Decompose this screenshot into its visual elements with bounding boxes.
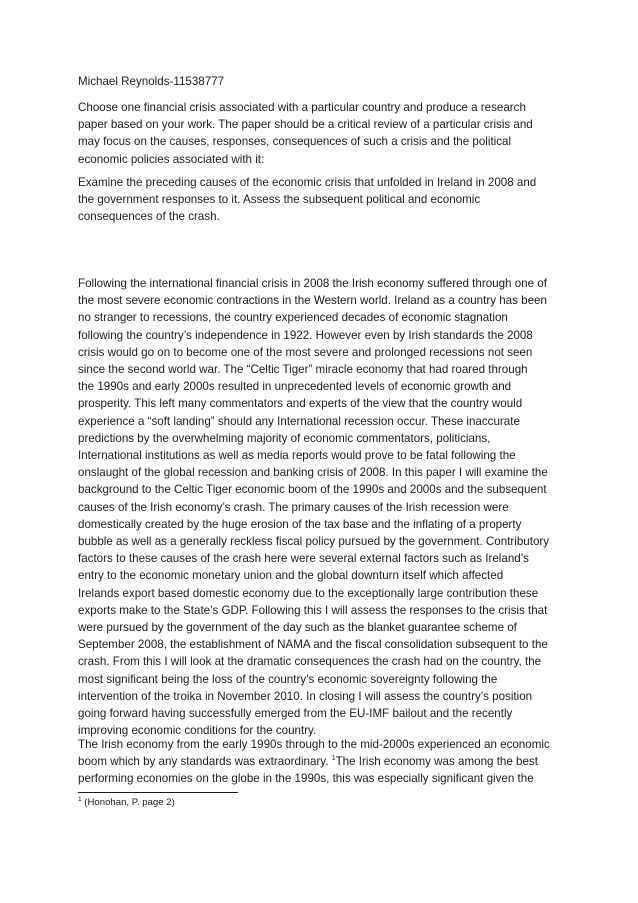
paragraph-line: experience a “soft landing” should any International recession occur. These inaccurate (78, 414, 520, 428)
paragraph-line: performing economies on the globe in the 1990s, this was especially significant given the (78, 772, 534, 786)
paragraph-line: entry to the economic monetary union and the global downturn itself which affected (78, 569, 504, 583)
paragraph-line: predictions by the overwhelming majority of economic commentators, politicians, (78, 431, 491, 445)
footnote-separator (78, 792, 238, 793)
prompt-line: may focus on the causes, responses, consequences of such a crisis and the political (78, 135, 512, 149)
paragraph-line: Irelands export based domestic economy due to the exceptionally large contribution these (78, 586, 539, 600)
author-line: Michael Reynolds-11538777 (78, 75, 225, 88)
prompt-line: economic policies associated with it: (78, 152, 265, 166)
intro-paragraph (78, 275, 564, 739)
paragraph-line: factors to these causes of the crash here were several external factors such as Ireland’s (78, 552, 529, 566)
paragraph-line: most significant being the loss of the country’s economic sovereignty following the (78, 672, 498, 686)
assignment-prompt (78, 99, 564, 168)
paragraph-line: intervention of the troika in November 2010. In closing I will assess the country’s position (78, 689, 533, 703)
paragraph-line: were pursued by the government of the day such as the blanket guarantee scheme of (78, 621, 517, 635)
paragraph-line: domestically created by the huge erosion of the tax base and the inflating of a property (78, 517, 522, 531)
paragraph-line: onslaught of the global recession and banking crisis of 2008. In this paper I will examine the (78, 466, 548, 480)
footnote-text: (Honohan, P. page 2) (81, 797, 175, 808)
paragraph-line: September 2008, the establishment of NAMA and the fiscal consolidation subsequent to the (78, 638, 548, 652)
footnote (78, 796, 175, 810)
paragraph-line: following the country’s independence in 1922. However even by Irish standards the 2008 (78, 328, 533, 342)
prompt-line: paper based on your work. The paper should be a critical review of a particular crisis and (78, 118, 533, 132)
paragraph-line: exports make to the State’s GDP. Following this I will assess the responses to the crisis that (78, 603, 548, 617)
paragraph-line: boom which by any standards was extraordinary. $^1$The Irish economy was among the best (78, 755, 538, 769)
footnote-reference: 1 (331, 755, 336, 763)
paragraph-line: International institutions as well as media reports would prove to be fatal following the (78, 449, 516, 463)
paragraph-line: since the second world war. The “Celtic Tiger” miracle economy that had roared through (78, 363, 528, 377)
paragraph-line: background to the Celtic Tiger economic boom of the 1990s and 2000s and the subsequent (78, 483, 547, 497)
body-paragraph-2 (78, 736, 564, 788)
paragraph-line: improving economic conditions for the country. (78, 724, 317, 738)
prompt-line: Choose one financial crisis associated with a particular country and produce a research (78, 101, 526, 114)
paragraph-line: prosperity. This left many commentators and experts of the view that the country would (78, 397, 523, 411)
essay-question (78, 174, 564, 226)
paragraph-line: going forward having successfully emerged from the EU-IMF bailout and the recently (78, 707, 513, 721)
paragraph-line: crash. From this I will look at the dramatic consequences the crash had on the country, the (78, 655, 542, 669)
paragraph-line: no stranger to recessions, the country experienced decades of economic stagnation (78, 311, 508, 325)
paragraph-line: the 1990s and early 2000s resulted in unprecedented levels of economic growth and (78, 380, 512, 394)
paragraph-line: Following the international financial crisis in 2008 the Irish economy suffered through one of (78, 277, 547, 290)
paragraph-line: bubble as well as a generally reckless fiscal policy pursued by the government. Contributory (78, 535, 550, 549)
footnote-marker: 1 (78, 795, 82, 803)
paragraph-line: crisis would go on to become one of the most severe and prolonged recessions not seen (78, 345, 533, 359)
question-line: consequences of the crash. (78, 210, 220, 224)
paragraph-line: The Irish economy from the early 1990s through to the mid-2000s experienced an economic (78, 738, 550, 751)
paragraph-line: causes of the Irish economy’s crash. The primary causes of the Irish recession were (78, 500, 509, 514)
paragraph-line: the most severe economic contractions in the Western world. Ireland as a country has been (78, 294, 547, 308)
question-line: Examine the preceding causes of the economic crisis that unfolded in Ireland in 2008 and (78, 176, 537, 189)
question-line: the government responses to it. Assess the subsequent political and economic (78, 193, 481, 207)
